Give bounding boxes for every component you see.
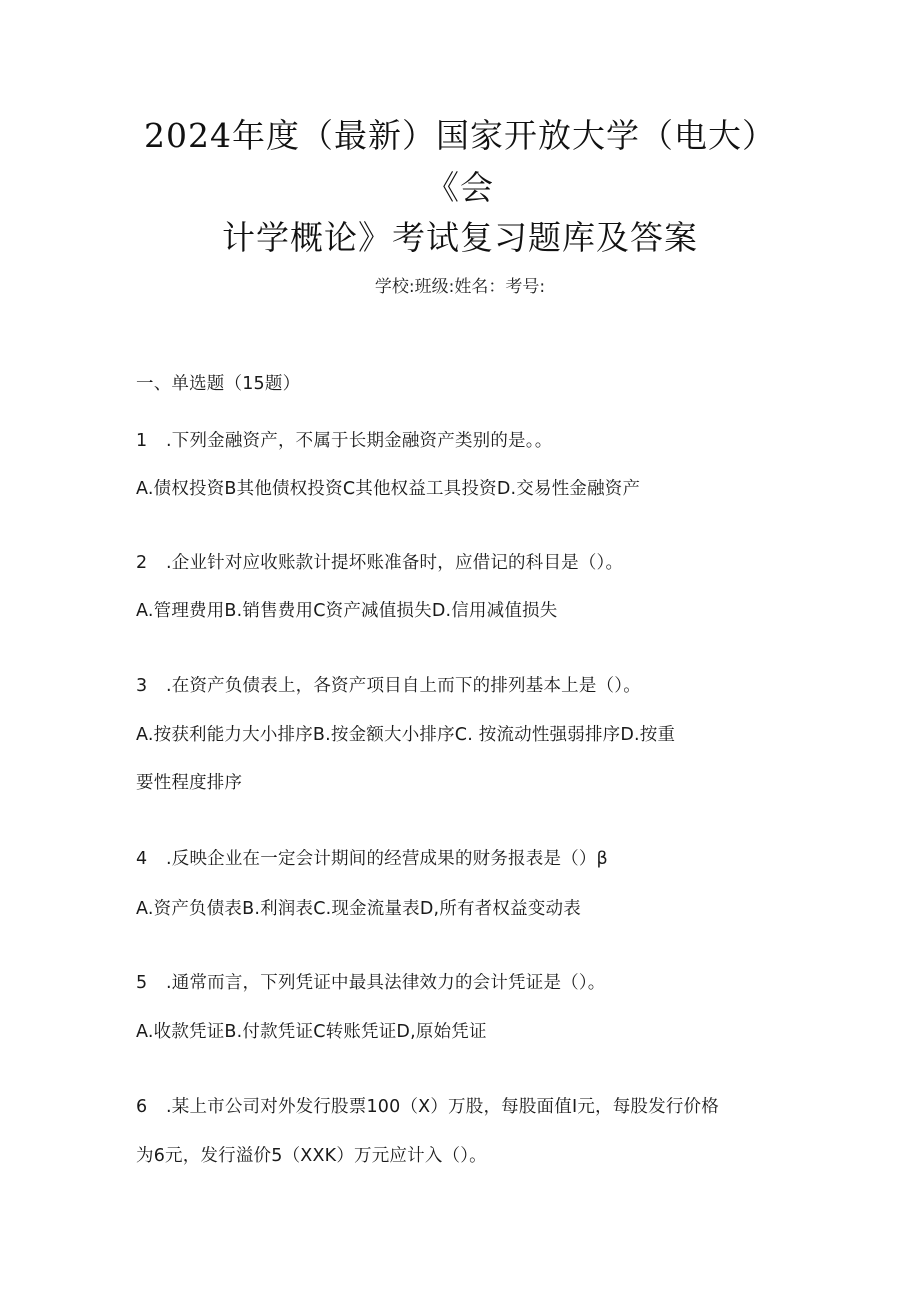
question-6-stem (136, 1093, 719, 1118)
question-number: 2 (136, 553, 148, 573)
question-number: 1 (136, 431, 148, 451)
student-info-line: 学校:班级:姓名：考号: (374, 277, 546, 297)
question-number: 4 (136, 849, 148, 869)
question-text: .反映企业在一定会计期间的经营成果的财务报表是（）β (166, 849, 608, 869)
question-number: 6 (136, 1097, 148, 1117)
question-number: 5 (136, 973, 148, 993)
question-1-stem (136, 427, 552, 452)
document-title-line-2: 《会 (426, 168, 494, 207)
question-text: .下列金融资产，不属于长期金融资产类别的是。。 (166, 431, 553, 451)
question-2-stem (136, 549, 623, 574)
section-heading: 一、单选题（15题） (136, 374, 301, 394)
question-text: .在资产负债表上，各资产项目自上而下的排列基本上是（）。 (166, 676, 641, 696)
document-title-line-1: 2024年度（最新）国家开放大学（电大） (144, 116, 776, 155)
question-text: .企业针对应收账款计提坏账准备时，应借记的科目是（）。 (166, 553, 624, 573)
question-3-options: A.按获利能力大小排序B.按金额大小排序C. 按流动性强弱排序D.按重 (136, 725, 676, 745)
question-text: .某上市公司对外发行股票100（X）万股，每股面值I元，每股发行价格 (166, 1097, 719, 1117)
question-5-options: A.收款凭证B.付款凭证C转账凭证D,原始凭证 (136, 1022, 487, 1042)
question-number: 3 (136, 676, 148, 696)
question-3-options-continued: 要性程度排序 (136, 773, 243, 793)
question-text: .通常而言，下列凭证中最具法律效力的会计凭证是（）。 (166, 973, 606, 993)
question-2-options: A.管理费用B.销售费用C资产减值损失D.信用减值损失 (136, 601, 558, 621)
question-6-stem-continued: 为6元，发行溢价5（XXK）万元应计入（）。 (136, 1146, 487, 1166)
question-4-options: A.资产负债表B.利润表C.现金流量表D,所有者权益变动表 (136, 899, 581, 919)
question-4-stem (136, 845, 608, 870)
question-1-options: A.债权投资B其他债权投资C其他权益工具投资D.交易性金融资产 (136, 479, 641, 499)
question-3-stem (136, 672, 641, 697)
document-title-line-3: 计学概论》考试复习题库及答案 (222, 218, 698, 257)
question-5-stem (136, 969, 606, 994)
